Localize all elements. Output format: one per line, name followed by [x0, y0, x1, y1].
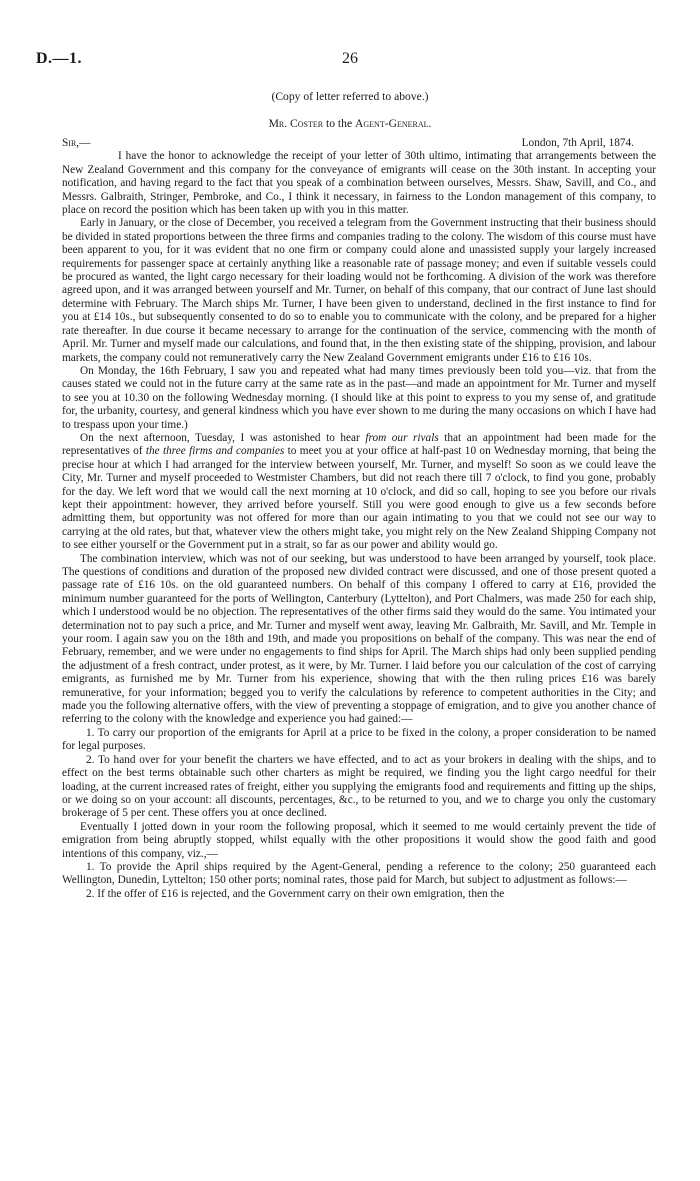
paragraph-5: The combination interview, which was not of our seeking, but was understood to have been arranged by yourself, took place. The questions of conditions and duration of the proposed new divided contract were discussed, and one of those present quoted a passage rate of £16 10s. on the old guaranteed numbers. On behalf of this company I offered to carry at £16, provided the minimum number guaranteed for the ports of Wellington, Canterbury (Lyttelton), and Port Chalmers, was made 250 for each ship, which I understood would be no objection. The representatives of the other firms said they would do the same. You intimated your determination not to pay such a price, and Mr. Turner and myself went away, leaving Mr. Galbraith, Mr. Savill, and Mr. Temple in your room. I again saw you on the 18th and 19th, and made you propositions on behalf of the company. This was near the end of February, remember, and we were under no engagements to find ships for April. The March ships had only been supplied pending the adjustment of a fresh contract, under protest, as it were, by Mr. Turner. I laid before you our calculation of the cost of carrying emigrants, as furnished me by Mr. Turner from his experience, showing that with the then ruling prices £16 was barely remunerative, for your information; begged you to verify the calculations by reference to competent authorities in the City; and made you the following alternative offers, with the view of preventing a stoppage of emigration, and to give you another chance of referring to the colony with the knowledge and experience you had gained:— — [62, 552, 656, 726]
letter-body — [62, 137, 656, 901]
list-item-2: 2. To hand over for your benefit the charters we have effected, and to act as your brokers in dealing with the ships, and to effect on the best terms obtainable such other charters as might be required, we finding you the light cargo needful for their loading, at the current increased rates of freight, either you supplying the emigrants food and requirements and fitting up the ships, or we doing so on your account: all discounts, percentages, &c., to be returned to you, and we to charge you only the customary brokerage of 5 per cent. These offers you at once declined. — [62, 753, 656, 820]
italic-phrase: the three firms and companies — [145, 445, 285, 458]
subject-connector: to the — [326, 117, 353, 130]
paragraph-6: Eventually I jotted down in your room the following proposal, which it seemed to me would certainly prevent the tide of emigration from being abruptly stopped, whilst equally with the other propositions it would show the good faith and good intentions of this company, viz.,— — [62, 820, 656, 860]
list-item-4: 2. If the offer of £16 is rejected, and the Government carry on their own emigration, then the — [86, 887, 505, 900]
letter-subject — [0, 117, 700, 130]
page-number: 26 — [342, 50, 358, 67]
salutation-row — [62, 137, 656, 150]
letter-caption: (Copy of letter referred to above.) — [271, 90, 429, 103]
subject-to: Agent-General. — [355, 117, 432, 130]
paragraph-2: Early in January, or the close of December, you received a telegram from the Government instructing that their business should be divided in stated proportions between the three firms and companies trading to the colony. The wisdom of this course must have been apparent to you, for it was evident that no one firm or company could alone and unassisted supply your largely increased requirements for passenger space at certainly anything like a reasonable rate of passage money; and even if suitable vessels could be procured as wanted, the light cargo necessary for their loading would not be forthcoming. A division of the work was therefore agreed upon, and it was arranged between yourself and Mr. Turner, on behalf of this company, that our contract of June last should determine with February. The March ships Mr. Turner, I have been given to understand, declined in the first instance to find for you at £14 10s., but subsequently consented to do so to enable you to communicate with the colony, and be prepared for a higher rate thereafter. In due course it became necessary to arrange for the continuation of the service, commencing with the month of April. Mr. Turner and myself made our calculations, and found that, in the then existing state of the shipping, provision, and labour markets, the company could not remuneratively carry the New Zealand Government emigrants under £16 to £16 10s. — [62, 217, 656, 364]
italic-phrase: from our rivals — [365, 431, 439, 444]
paragraph-4: On the next afternoon, Tuesday, I was astonished to hear from our rivals that an appointment had been made for the representatives of the three firms and companies to meet you at your office at half-past 10 on Wednesday morning, that being the precise hour at which I had arranged for the interview between yourself, Mr. Turner, and myself! So soon as we could leave the City, Mr. Turner and myself proceeded to Westmister Chambers, but did not reach there till 7 o'clock, to find you gone, probably for the day. We left word that we would call the next morning at 10 o'clock, and did so call, hoping to see you before our rivals kept their appointment: however, they arrived before yourself. Still you were good enough to give us a few seconds before admitting them, but opportunity was not offered for more than our again intimating to you that we could not see our way to carrying at the old rates, but that, whatever view the others might take, you might rely on the New Zealand Shipping Company not to see either yourself or the Government put in a strait, so far as our power and ability would go. — [62, 431, 657, 552]
paragraph-3: On Monday, the 16th February, I saw you and repeated what had many times previously been told you—viz. that from the causes stated we could not in the future carry at the same rate as in the past—and made an appointment for Mr. Turner and myself to see you at 10.30 on the following Wednesday morning. (I should like at this point to express to you my sense of, and gratitude for, the urbanity, courtesy, and general kindness which you have ever shown to me during the many occasions on which I have had to trespass upon your time.) — [62, 364, 656, 431]
subject-from: Mr. Coster — [268, 117, 324, 130]
document-reference: D.—1. — [36, 50, 83, 67]
list-item-1: 1. To carry our proportion of the emigrants for April at a price to be fixed in the colony, a proper consideration to be named for legal purposes. — [62, 726, 656, 753]
place-date: London, 7th April, 1874. — [521, 137, 634, 149]
paragraph-1: I have the honor to acknowledge the receipt of your letter of 30th ultimo, intimating that arrangements between the New Zealand Government and this company for the conveyance of emigrants will cease on the 30th instant. In accepting your notification, and having regard to the fact that you speak of a combination between ourselves, Messrs. Shaw, Savill, and Co., and Messrs. Galbraith, Stringer, Pembroke, and Co., I think it necessary, in fairness to the London management of this company, to place on record the position which has been taken up with you in this matter. — [62, 150, 656, 217]
list-item-3: 1. To provide the April ships required by the Agent-General, pending a reference to the colony; 250 guaranteed each Wellington, Dunedin, Lyttelton; 150 other ports; nominal rates, those paid for March, but subject to adjustment as follows:— — [62, 860, 656, 887]
salutation: Sir,— — [62, 137, 91, 149]
